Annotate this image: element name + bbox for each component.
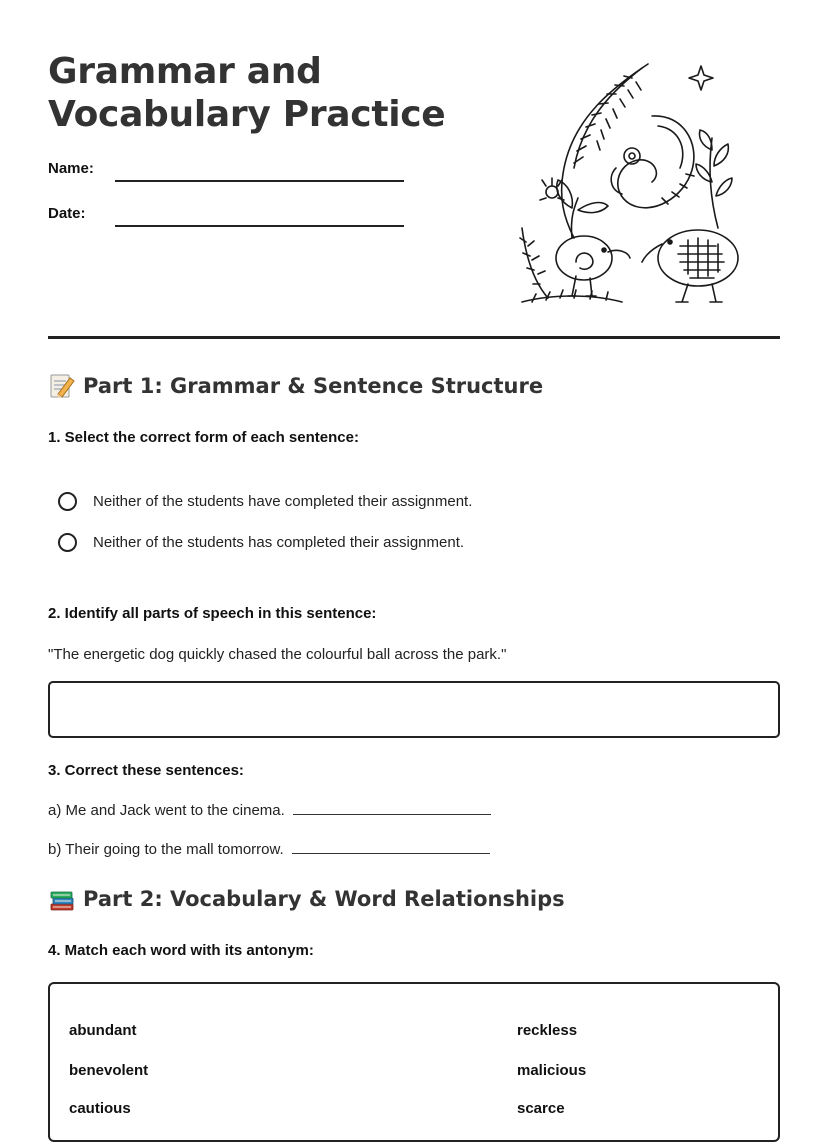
date-label: Date:: [48, 205, 86, 222]
match-word-left[interactable]: benevolent: [69, 1062, 149, 1079]
name-field[interactable]: [115, 180, 404, 182]
question-1-label: 1. Select the correct form of each sentence:: [48, 429, 359, 446]
question-4-label: 4. Match each word with its antonym:: [48, 942, 314, 959]
antonym-matching-box: [48, 982, 780, 1142]
question-1-option-1[interactable]: [58, 492, 472, 511]
option-text: Neither of the students has completed their assignment.: [93, 534, 465, 551]
correction-answer-blank[interactable]: [292, 841, 490, 854]
decorative-birds-foliage-illustration: [512, 58, 762, 314]
part1-heading-text: Part 1: Grammar & Sentence Structure: [83, 374, 544, 398]
correction-item-a: [48, 802, 491, 819]
date-field[interactable]: [115, 225, 404, 227]
part2-heading: [48, 885, 565, 913]
parts-of-speech-answer-box[interactable]: [48, 681, 780, 738]
option-text: Neither of the students have completed their assignment.: [93, 493, 473, 510]
match-word-left[interactable]: cautious: [69, 1100, 131, 1117]
question-1-option-2[interactable]: [58, 533, 464, 552]
correction-item-text: a) Me and Jack went to the cinema.: [48, 802, 285, 819]
match-word-right[interactable]: reckless: [517, 1022, 578, 1039]
radio-button[interactable]: [58, 533, 77, 552]
part2-heading-text: Part 2: Vocabulary & Word Relationships: [83, 887, 565, 911]
question-2-sentence: "The energetic dog quickly chased the colourful ball across the park.": [48, 646, 507, 663]
part1-heading: [48, 372, 543, 400]
correction-item-b: [48, 841, 490, 858]
books-icon: [48, 885, 76, 913]
match-word-right[interactable]: malicious: [517, 1062, 587, 1079]
name-label: Name:: [48, 160, 94, 177]
correction-item-text: b) Their going to the mall tomorrow.: [48, 841, 284, 858]
memo-pencil-icon: [48, 372, 76, 400]
question-2-label: 2. Identify all parts of speech in this sentence:: [48, 605, 377, 622]
match-word-right[interactable]: scarce: [517, 1100, 565, 1117]
header-divider: [48, 336, 780, 339]
correction-answer-blank[interactable]: [293, 802, 491, 815]
page-title: Grammar and Vocabulary Practice: [48, 51, 446, 135]
question-3-label: 3. Correct these sentences:: [48, 762, 244, 779]
radio-button[interactable]: [58, 492, 77, 511]
match-word-left[interactable]: abundant: [69, 1022, 137, 1039]
